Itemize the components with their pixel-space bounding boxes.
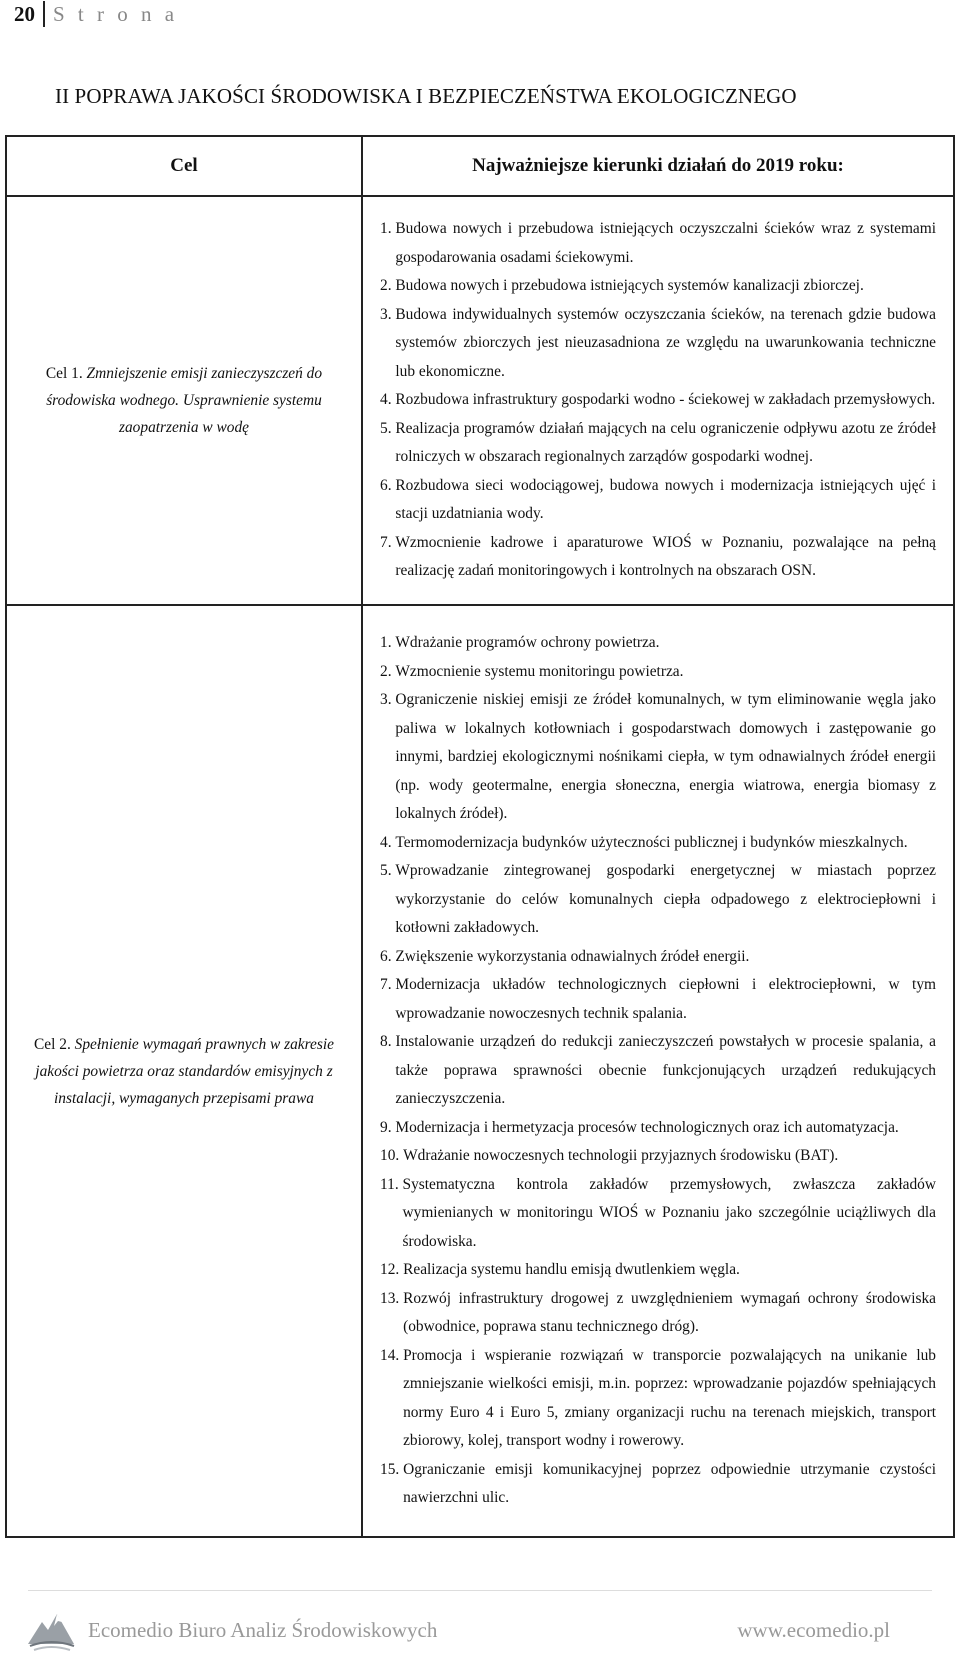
item-number: 13. [380,1289,404,1307]
item-text: Wzmocnienie kadrowe i aparaturowe WIOŚ w Poznaniu, pozwalające na pełną realizację zadań monitoringowych i kontrolnych na obszarach OSN. [395,533,936,580]
list-item [380,1114,936,1143]
table-header-row [6,136,954,196]
item-text: Rozbudowa infrastruktury gospodarki wodno - ściekowej w zakładach przemysłowych. [395,391,936,409]
item-number: 7. [380,976,396,994]
header-separator [43,1,45,27]
item-number: 15. [380,1460,404,1478]
item-text: Termomodernizacja budynków użyteczności publicznej i budynków mieszkalnych. [395,833,908,851]
list-item [380,301,936,387]
item-text: Rozbudowa sieci wodociągowej, budowa nowych i modernizacja istniejących ujęć i stacji uzdatniania wody. [395,476,936,523]
mountain-logo-icon [24,1600,78,1654]
item-number: 9. [380,1118,396,1136]
item-text: Ograniczanie emisji komunikacyjnej poprzez odpowiednie utrzymanie czystości nawierzchni ulic. [403,1460,936,1507]
item-text: Rozwój infrastruktury drogowej z uwzględnieniem wymagań ochrony środowiska (obwodnice, poprawa stanu technicznego dróg). [403,1289,936,1336]
list-item [380,215,936,272]
directions-cell [362,605,954,1537]
item-text: Wprowadzanie zintegrowanej gospodarki energetycznej w miastach poprzez wykorzystanie do celów komunalnych ciepła odpadowego z elektrociepłowni i kotłowni zakładowych. [395,862,936,937]
list-item [380,943,936,972]
list-item [380,1456,936,1513]
footer-company: Ecomedio Biuro Analiz Środowiskowych [88,1618,438,1642]
item-number: 3. [380,305,396,323]
page-header [14,0,514,28]
section-title: II POPRAWA JAKOŚCI ŚRODOWISKA I BEZPIECZEŃSTWA EKOLOGICZNEGO [55,84,797,108]
page-number: 20 [14,1,35,26]
list-item [380,272,936,301]
item-text: Budowa nowych i przebudowa istniejących oczyszczalni ścieków wraz z systemami gospodarowania osadami ściekowymi. [395,220,936,266]
list-item [380,1028,936,1114]
goal-cell [6,196,362,605]
footer-divider [28,1590,932,1591]
item-text: Modernizacja układów technologicznych ciepłowni i elektrociepłowni, w tym wprowadzanie nowoczesnych technik spalania. [395,976,936,1022]
footer-url[interactable]: www.ecomedio.pl [737,1618,890,1642]
item-text: Modernizacja i hermetyzacja procesów technologicznych oraz ich automatyzacja. [395,1118,899,1136]
item-text: Wdrażanie programów ochrony powietrza. [395,634,660,652]
list-item [380,1285,936,1342]
list-item [380,1142,936,1171]
item-text: Zwiększenie wykorzystania odnawialnych źródeł energii. [395,947,750,965]
list-item [380,658,936,687]
list-item [380,472,936,529]
item-number: 6. [380,947,396,965]
item-number: 6. [380,476,396,494]
goal-text: Spełnienie wymagań prawnych w zakresie jakości powietrza oraz standardów emisyjnych z instalacji, wymaganych przepisami prawa [35,1035,334,1107]
list-item [380,686,936,829]
item-number: 14. [380,1346,404,1364]
item-text: Promocja i wspieranie rozwiązań w transporcie pozwalających na unikanie lub zmniejszanie wielkości emisji, m.in. poprzez: wprowadzanie pojazdów spełniających normy Euro 4 i Euro 5, zmiany organizacji ruchu na terenach miejskich, transport zbiorowy, kolej, transport wodny i rowerowy. [403,1346,936,1450]
item-text: Realizacja programów działań mających na celu ograniczenie odpływu azotu ze źródeł rolniczych w obszarach regionalnych zarządów gospodarki wodnej. [395,419,936,466]
col-header-directions: Najważniejsze kierunki działań do 2019 roku: [362,136,954,196]
item-number: 8. [380,1033,396,1051]
item-text: Wdrażanie nowoczesnych technologii przyjaznych środowisku (BAT). [403,1147,839,1165]
table-row [6,605,954,1537]
list-item [380,1342,936,1456]
item-number: 1. [380,634,396,652]
goal-prefix: Cel 1. [45,365,83,382]
list-item [380,386,936,415]
page-footer [0,1590,960,1658]
list-item [380,1171,936,1257]
item-number: 12. [380,1261,404,1279]
directions-list [364,619,952,1523]
item-number: 4. [380,391,396,409]
item-text: Wzmocnienie systemu monitoringu powietrza. [395,662,684,680]
list-item [380,857,936,943]
item-number: 1. [380,220,396,238]
goal-prefix: Cel 2. [34,1035,71,1053]
goal-text: Zmniejszenie emisji zanieczyszczeń do środowiska wodnego. Usprawnienie systemu zaopatrzenia w wodę [46,365,323,436]
list-item [380,971,936,1028]
item-number: 10. [380,1147,404,1165]
list-item [380,629,936,658]
list-item [380,1256,936,1285]
item-text: Instalowanie urządzeń do redukcji zanieczyszczeń powstałych w procesie spalania, a także poprawa sprawności obecnie funkcjonujących urządzeń redukujących zanieczyszczenia. [395,1033,936,1108]
item-text: Systematyczna kontrola zakładów przemysłowych, zwłaszcza zakładów wymienianych w monitoringu WIOŚ w Poznaniu jako szczególnie uciążliwych dla środowiska. [402,1175,936,1250]
directions-list [364,205,952,596]
item-number: 2. [380,277,396,295]
list-item [380,829,936,858]
item-text: Budowa nowych i przebudowa istniejących systemów kanalizacji zbiorczej. [395,277,864,295]
item-number: 3. [380,691,396,709]
list-item [380,529,936,586]
item-number: 11. [380,1175,403,1193]
goal-cell [6,605,362,1537]
list-item [380,415,936,472]
item-number: 5. [380,419,396,437]
directions-cell [362,196,954,605]
item-number: 5. [380,862,396,880]
item-text: Realizacja systemu handlu emisją dwutlenkiem węgla. [403,1261,740,1279]
table-row [6,196,954,605]
item-number: 7. [380,533,396,551]
page-label: S t r o n a [53,1,179,26]
col-header-goal: Cel [6,136,362,196]
goals-table [5,135,955,1538]
item-number: 2. [380,662,396,680]
item-text: Ograniczenie niskiej emisji ze źródeł komunalnych, w tym eliminowanie węgla jako paliwa w lokalnych kotłowniach i gospodarstwach domowych i zastępowanie go innymi, bardziej ekologicznymi nośnikami ciepła, w tym odnawialnych źródeł energii (np. wody geotermalne, energia słoneczna, energia wiatrowa, energia biomasy z lokalnych źródeł). [395,691,936,823]
item-text: Budowa indywidualnych systemów oczyszczania ścieków, na terenach gdzie budowa systemów zbiorczych jest nieuzasadniona ze względu na uwarunkowania techniczne lub ekonomiczne. [395,305,936,380]
item-number: 4. [380,833,396,851]
